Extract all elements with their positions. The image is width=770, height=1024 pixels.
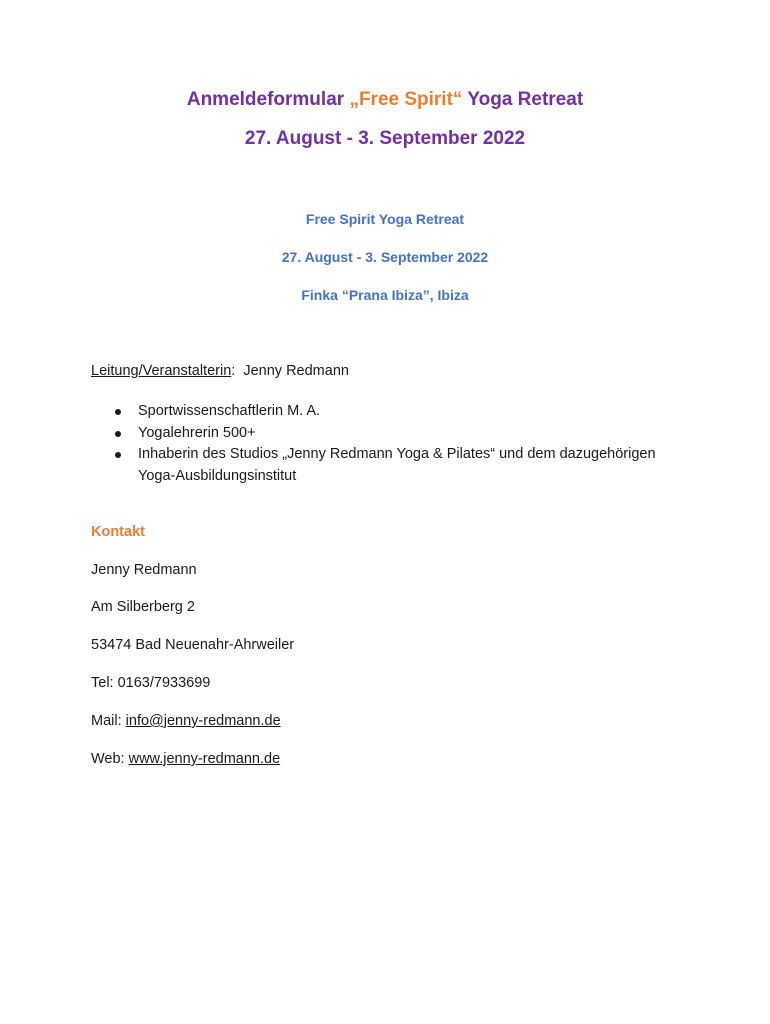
form-title (0, 89, 770, 111)
list-item (113, 444, 673, 487)
mail-label: Mail: (91, 713, 126, 729)
contact-city: 53474 Bad Neuenahr-Ahrweiler (91, 637, 295, 653)
email-link[interactable]: info@jenny-redmann.de (125, 713, 281, 729)
bullet-icon (115, 431, 121, 437)
qualification-text: Sportwissenschaftlerin M. A. (138, 403, 321, 419)
leitung-label: Leitung/Veranstalterin (91, 363, 232, 379)
list-item (113, 423, 673, 445)
web-label: Web: (91, 751, 129, 767)
event-location: Finka “Prana Ibiza”, Ibiza (301, 287, 469, 303)
list-item (113, 401, 673, 423)
form-title-prefix: Anmeldeformular (186, 89, 350, 110)
bullet-icon (115, 409, 121, 415)
contact-heading: Kontakt (91, 524, 145, 540)
contact-web-line (91, 751, 280, 767)
contact-name: Jenny Redmann (91, 562, 197, 578)
form-title-suffix: Yoga Retreat (462, 89, 584, 110)
leitung-line (91, 363, 349, 379)
contact-street: Am Silberberg 2 (91, 599, 195, 615)
qualification-text: Yogalehrerin 500+ (138, 424, 256, 441)
leitung-separator: : (231, 363, 244, 379)
leitung-name: Jenny Redmann (243, 363, 349, 379)
contact-phone: Tel: 0163/7933699 (91, 675, 211, 691)
website-link[interactable]: www.jenny-redmann.de (128, 751, 281, 767)
event-name: Free Spirit Yoga Retreat (305, 211, 465, 227)
contact-mail-line (91, 713, 281, 729)
event-dates: 27. August - 3. September 2022 (281, 249, 489, 265)
bullet-icon (115, 452, 121, 458)
qualification-text: Inhaberin des Studios „Jenny Redmann Yoga & Pilates“ und dem dazugehörigen Yoga-Ausbildungsinstitut (138, 446, 656, 484)
qualifications-list (113, 401, 673, 487)
form-date-heading: 27. August - 3. September 2022 (244, 128, 526, 149)
form-title-accent: „Free Spirit“ (349, 89, 463, 110)
